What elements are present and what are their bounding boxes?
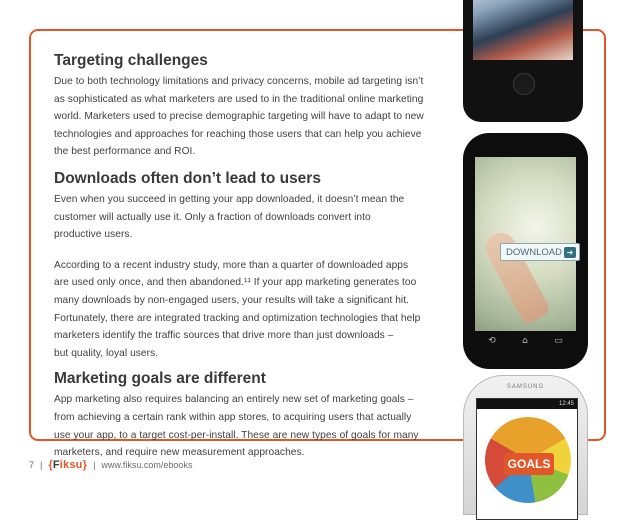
footer-url[interactable]: www.fiksu.com/ebooks (101, 460, 193, 470)
phone-image-top (463, 0, 583, 122)
paragraph-targeting: Due to both technology limitations and privacy concerns, mobile ad targeting isn’t as sophisticated as what marketers are used to in the traditional online marketing world. Marketers used to precise demographic targeting will have to adapt to new technologies and approaches for reaching those users that can help you achieve the best performance and ROI. (54, 76, 424, 158)
page-number: 7 (29, 460, 35, 470)
phone-screen-goals (476, 398, 578, 520)
goals-label: GOALS (504, 453, 554, 475)
phone-image-goals (463, 375, 588, 515)
recent-apps-icon: ▭ (554, 336, 563, 346)
fiksu-logo[interactable]: {Fiksu} (48, 459, 88, 471)
footer-separator: | (40, 460, 43, 470)
status-bar: 12:45 (477, 399, 577, 409)
heading-downloads: Downloads often don’t lead to users (54, 169, 321, 187)
article-body (54, 52, 446, 462)
android-nav-bar (475, 333, 576, 349)
section-goals (54, 370, 446, 461)
section-targeting (54, 52, 446, 161)
phone-screen-download (475, 157, 576, 331)
paragraph-downloads-1: Even when you succeed in getting your app downloaded, it doesn’t mean the customer will actually use it. Only a fraction of downloads convert into productive users. (54, 193, 405, 241)
heading-targeting: Targeting challenges (54, 52, 208, 69)
phone-screen-photo (473, 0, 573, 60)
download-arrow-icon: ➜ (564, 247, 576, 258)
paragraph-spacer (54, 244, 446, 257)
page-footer (29, 457, 192, 473)
home-button-icon (513, 73, 535, 95)
phone-image-download (463, 133, 588, 369)
section-downloads (54, 170, 446, 362)
phone-brand: SAMSUNG (506, 384, 545, 390)
back-icon: ⟲ (488, 336, 496, 346)
paragraph-goals: App marketing also requires balancing an entirely new set of marketing goals – from achieving a certain rank within app stores, to acquiring users that actually use your app, to a target cost-per-install. These are new types of goals for many marketers, and require new measurement approaches. (54, 394, 419, 459)
footer-separator: | (93, 460, 96, 470)
home-icon: ⌂ (522, 336, 528, 346)
paragraph-downloads-2: According to a recent industry study, more than a quarter of downloaded apps are used only once, and then abandoned.¹¹ If your app marketing generates too many downloads by non-engaged users, your results will take a significant hit. Fortunately, there are integrated tracking and optimization technologies that help marketers identify the traffic sources that drive more than just downloads – but quality, loyal users. (54, 259, 421, 359)
download-button-graphic: DOWNLOAD ➜ (500, 243, 580, 261)
heading-goals: Marketing goals are different (54, 370, 266, 388)
